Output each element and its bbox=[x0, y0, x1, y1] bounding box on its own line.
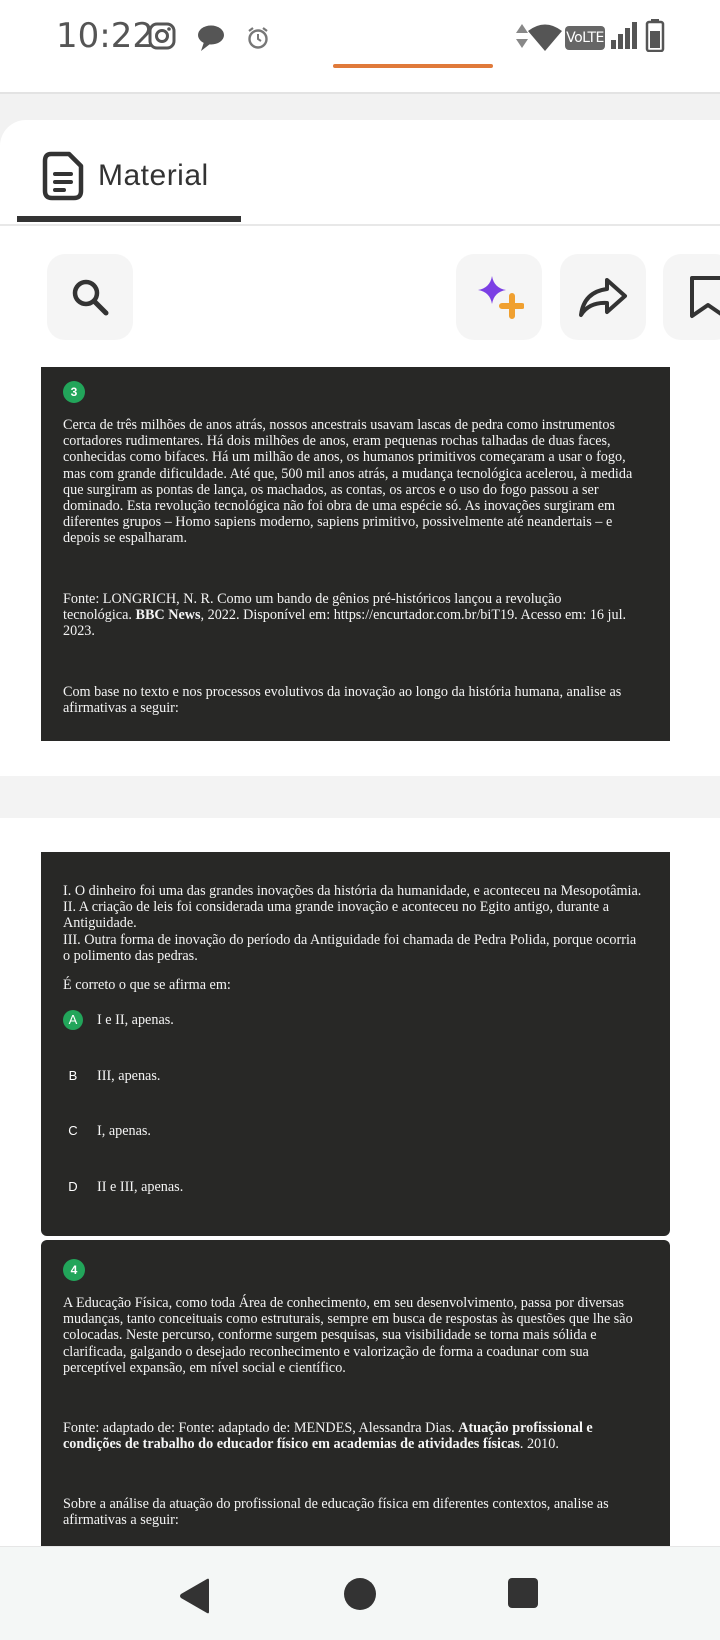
question-3-source: Fonte: LONGRICH, N. R. Como um bando de gênios pré-históricos lançou a revolução tecnológica. BBC News, 2022. Disponível em: https://encurtador.com.br/biT19. Acesso em: 16 jul. 2023. bbox=[63, 591, 627, 640]
wifi-icon bbox=[527, 22, 563, 52]
question-4-prompt: Sobre a análise da atuação do profissional de educação física em diferentes contextos, analise as afirmativas a seguir: bbox=[63, 1496, 609, 1529]
status-time: 10:22 bbox=[56, 16, 154, 56]
question-4-number: 4 bbox=[63, 1259, 85, 1281]
question-3-ask: É correto o que se afirma em: bbox=[63, 977, 231, 993]
question-3-prompt: Com base no texto e nos processos evolutivos da inovação ao longo da história humana, analise as afirmativas a seguir: bbox=[63, 684, 622, 717]
option-d[interactable] bbox=[63, 1177, 183, 1197]
instagram-icon bbox=[148, 22, 176, 50]
tab-divider bbox=[0, 224, 720, 226]
tab-material-label: Material bbox=[98, 159, 209, 192]
search-button[interactable] bbox=[47, 254, 133, 340]
option-a[interactable] bbox=[63, 1010, 174, 1030]
question-3-panel bbox=[41, 367, 670, 741]
question-4-source: Fonte: adaptado de: Fonte: adaptado de: MENDES, Alessandra Dias. Atuação profissional e condições de trabalho do educador físico em academias de atividades físicas. 2010. bbox=[63, 1420, 593, 1453]
bookmark-icon bbox=[688, 275, 720, 319]
sparkle-add-icon bbox=[474, 274, 524, 320]
question-3-options-panel bbox=[41, 852, 670, 1236]
option-b-text: III, apenas. bbox=[97, 1067, 161, 1084]
question-4-text: A Educação Física, como toda Área de conhecimento, em seu desenvolvimento, passa por diversas mudanças, tanto conceituais como estruturais, sempre em busca de respostas às questões que lhe são colocadas. Neste percurso, conforme surgem pesquisas, sua visibilidade se torna mais sólida e clarificada, galgando o desejado reconhecimento e valorização de forma a coadunar com sua perceptível expansão, em nível social e científico. bbox=[63, 1295, 633, 1376]
section-gap bbox=[0, 776, 720, 818]
question-4-panel bbox=[41, 1240, 670, 1546]
chat-bubble-icon bbox=[196, 24, 226, 52]
question-3-number: 3 bbox=[63, 381, 85, 403]
question-3-statements: I. O dinheiro foi uma das grandes inovações da história da humanidade, e aconteceu na Mesopotâmia. II. A criação de leis foi considerada uma grande inovação e aconteceu no Egito antigo, durante a Antiguidade. III. Outra forma de inovação do período da Antiguidade foi chamada de Pedra Polida, porque ocorria o polimento das pedras. bbox=[63, 883, 642, 964]
option-c-text: I, apenas. bbox=[97, 1122, 151, 1139]
option-d-letter: D bbox=[68, 1178, 78, 1194]
option-a-text: I e II, apenas. bbox=[97, 1011, 174, 1028]
document-icon bbox=[42, 151, 84, 201]
share-icon bbox=[577, 276, 629, 318]
bookmark-button[interactable] bbox=[663, 254, 720, 340]
question-3-text: Cerca de três milhões de anos atrás, nossos ancestrais usavam lascas de pedra como instrumentos cortadores rudimentares. Há dois milhões de anos, eram pequenas rochas talhadas de duas faces, conhecidas como bifaces. Há um milhão de anos, os humanos primitivos começaram a usar o fogo, mas com grande dificuldade. Até que, 500 mil anos atrás, a mudança tecnológica acelerou, à medida que surgiram as pontas de lança, os machados, as contas, os arcos e o uso do fogo passou a ser dominado. Esta revolução tecnológica não foi obra de uma espécie só. As inovações surgiram em diferentes grupos – Homo sapiens moderno, sapiens primitivo, possivelmente até neandertais – e depois se espalharam. bbox=[63, 417, 633, 547]
tab-active-indicator bbox=[17, 216, 241, 222]
option-a-letter: A bbox=[63, 1010, 83, 1030]
orange-progress-line bbox=[333, 64, 493, 68]
ai-assist-button[interactable] bbox=[456, 254, 542, 340]
home-icon[interactable] bbox=[343, 1577, 377, 1611]
recents-icon[interactable] bbox=[507, 1577, 539, 1609]
battery-icon bbox=[645, 18, 665, 52]
option-d-text: II e III, apenas. bbox=[97, 1178, 184, 1195]
option-b[interactable] bbox=[63, 1066, 160, 1086]
option-b-letter: B bbox=[68, 1067, 78, 1083]
status-bar bbox=[0, 0, 720, 94]
share-button[interactable] bbox=[560, 254, 646, 340]
signal-icon bbox=[610, 20, 638, 50]
alarm-icon bbox=[246, 26, 270, 50]
volte-badge: VoLTE bbox=[565, 26, 605, 50]
option-c-letter: C bbox=[68, 1122, 78, 1138]
navigation-bar bbox=[0, 1546, 720, 1640]
option-c[interactable] bbox=[63, 1121, 151, 1141]
back-icon[interactable] bbox=[178, 1577, 212, 1615]
search-icon bbox=[70, 277, 110, 317]
tab-material[interactable] bbox=[42, 146, 209, 206]
